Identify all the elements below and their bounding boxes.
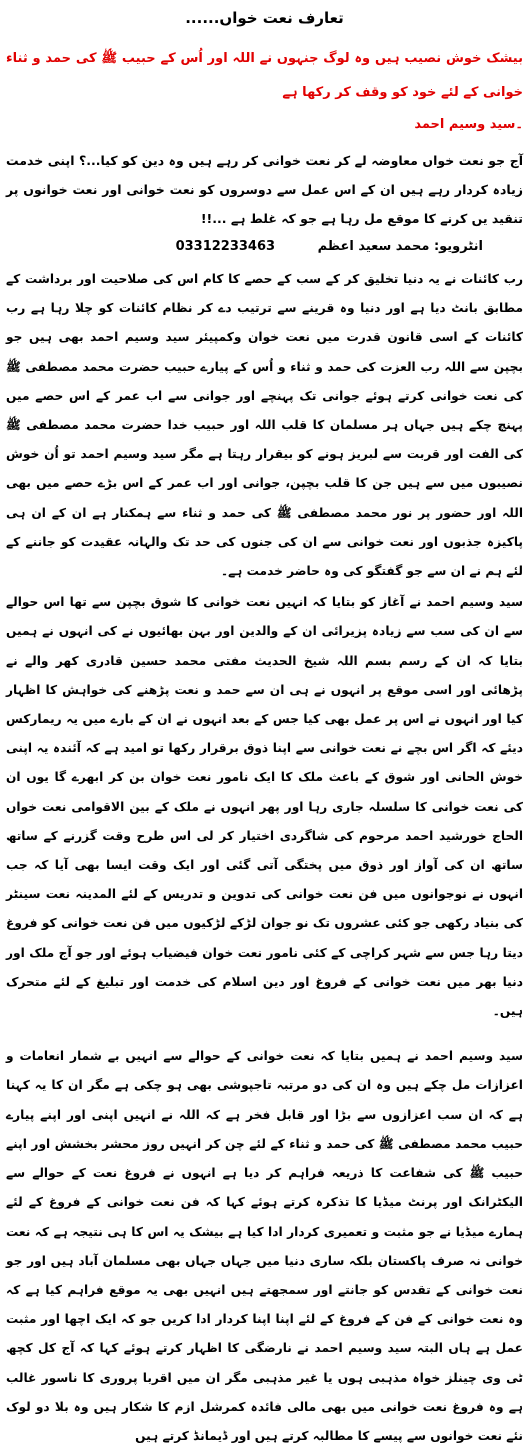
- article-byline: ۔سید وسیم احمد: [414, 117, 523, 132]
- article-intro: آج جو نعت خواں معاوضہ لے کر نعت خوانی کر رہے ہیں وہ دین کو کیا...؟ اپنی خدمت زیادہ کردار رہے ہیں ان کے اس عمل سے دوسروں کو نعت خوانی اور نعت خوانوں پر تنقید یں کرنے کا موقع مل رہا ہے جو کہ غلط ہے ...!!: [6, 153, 523, 226]
- body-paragraph-2: سید وسیم احمد نے آغاز کو بتایا کہ انہیں نعت خوانی کا شوق بچپن سے تھا اس حوالے سے ان کی سب سے زیادہ پزیرائی ان کے والدین اور بہن بھائیوں نے کی انہوں نے ہمیں بتایا کہ ان کے رسم بسم اللہ شیخ الحدیث مفتی محمد حسین قادری کھر والے نے پڑھائی اور اسی موقع پر انہوں نے ہی ان سے حمد و نعت پڑھنے کی خواہش کا اظہار کیا اور انہوں نے اس پر عمل بھی کیا جس کے بعد انہوں نے ان کے بارے میں یہ ریمارکس دیئے کہ اگر اس بچے نے نعت خوانی سے اپنا ذوق برقرار رکھا تو امید ہے کہ آئندہ یہ اپنی خوش الحانی اور شوق کے باعث ملک کا ایک نامور نعت خوان بن کر ابھرے گا یوں ان کی نعت خوانی کا سلسلہ جاری رہا اور پھر انہوں نے ملک کے بین الاقوامی نعت خواں الحاج خورشید احمد مرحوم کی شاگردی اختیار کر لی اس طرح وقت گزرنے کے ساتھ ساتھ ان کی آواز اور ذوق میں پختگی آتی گئی اور ایک وقت ایسا بھی آیا کہ جب انہوں نے نوجوانوں میں فن نعت خوانی کی تدوین و تدریس کے لئے المدینہ نعت سینٹر کی بنیاد رکھی جو کئی عشروں تک نو جوان لڑکے لڑکیوں میں فن نعت خوانی کو فروغ دیتا رہا جس سے شہر کراچی کے کئی نامور نعت خوان فیضیاب ہوئے اور جو آج ملک اور دنیا بھر میں نعت خوانی کے فروغ اور دین اسلام کی خدمت اور تبلیغ کے لئے متحرک ہیں۔: [6, 595, 523, 1019]
- body-paragraph-1: رب کائنات نے یہ دنیا تخلیق کر کے سب کے حصے کا کام اس کی صلاحیت اور برداشت کے مطابق بانٹ دیا ہے اور دنیا وہ قرینے سے ترتیب دے کر نظام کائنات کو چلا رہا ہے رب کائنات کے اسی قانون قدرت میں نعت خوان وکمپیئر سید وسیم احمد بھی ہیں جو بچپن سے اللہ رب العزت کی حمد و ثناء و اُس کے پیارے حبیب حضرت محمد مصطفی ﷺ کی نعت خوانی کرتے ہوئے جوانی تک پہنچے اور جوانی سے اب عمر کے اس حصے میں پہنچ چکے ہیں جہاں ہر مسلمان کا قلب اللہ اور حبیب خدا حضرت محمد مصطفی ﷺ کی الفت اور قربت سے لبریز ہونے کو بیقرار رہتا ہے مگر سید وسیم احمد تو اُن خوش نصیبوں میں سے ہیں جن کا قلب بچپن، جوانی اور اب عمر کے اس بڑے حصے میں بھی اللہ اور حضور پر نور محمد مصطفی ﷺ کی حمد و ثناء سے ہمکنار ہے ان کے ان ہی پاکیزہ جذبوں اور نعت خوانی سے ان کی جنوں کی حد تک والہانہ عقیدت کو جاننے کے لئے ہم نے ان سے جو گفتگو کی وہ حاضر خدمت ہے۔: [6, 272, 523, 579]
- interviewer-label: انٹرویو: محمد سعید اعظم: [317, 239, 483, 254]
- interviewer-line: [6, 233, 483, 261]
- article-headline: بیشک خوش نصیب ہیں وہ لوگ جنہوں نے اللہ اور اُس کے حبیب ﷺ کی حمد و ثناء خوانی کے لئے خود کو وقف کر رکھا ہے: [6, 51, 523, 100]
- body-paragraph-3: سید وسیم احمد نے ہمیں بتایا کہ نعت خوانی کے حوالے سے انہیں بے شمار انعامات و اعزازات مل چکے ہیں وہ ان کی دو مرتبہ تاجپوشی بھی ہو چکی ہے مگر ان کا یہ کہنا ہے کہ ان سب اعزازوں سے بڑا اور قابل فخر ہے کہ اللہ نے انہیں اپنی اور اپنے پیارے حبیب محمد مصطفی ﷺ کی حمد و ثناء کے لئے چن کر انہیں روز محشر بخشش اور اپنے حبیب ﷺ کی شفاعت کا ذریعہ فراہم کر دیا ہے انہوں نے فروغ نعت کے حوالے سے الیکٹرانک اور پرنٹ میڈیا کا تذکرہ کرتے ہوئے کہا کہ فن نعت خوانی کے فروغ کے لئے ہمارے میڈیا نے جو مثبت و تعمیری کردار ادا کیا ہے بیشک یہ اس کا ہی نتیجہ ہے کہ نعت خوانی نہ صرف پاکستان بلکہ ساری دنیا میں جہاں جہاں بھی مسلمان آباد ہیں اور جو نعت خوانی کے تقدس کو جانتے اور سمجھتے ہیں انہیں بھی یہ موقع فراہم کیا ہے کہ وہ نعت خوانی کے فن کے فروغ کے لئے اپنا اپنا کردار ادا کریں جو کہ ایک اچھا اور مثبت عمل ہے ہاں البتہ سید وسیم احمد نے نارضگی کا اظہار کرتے ہوئے کہا کہ آج کل کچھ ٹی وی چینلز خواہ مذہبی ہوں یا غیر مذہبی مگر ان میں اقربا پروری کا ناسور غالب ہے وہ فروغ نعت خوانی میں بھی مالی فائدہ کمرشل ازم کا شکار ہیں وہ بلا دو لوک نئے نعت خوانوں سے پیسے کا مطالبہ کرتے ہیں اور ڈیمانڈ کرتے ہیں: [6, 1049, 523, 1443]
- paragraph-gap: [6, 1028, 523, 1042]
- interviewer-phone: 03312233463: [175, 239, 276, 254]
- article-title: تعارف نعت خواں......: [185, 9, 344, 27]
